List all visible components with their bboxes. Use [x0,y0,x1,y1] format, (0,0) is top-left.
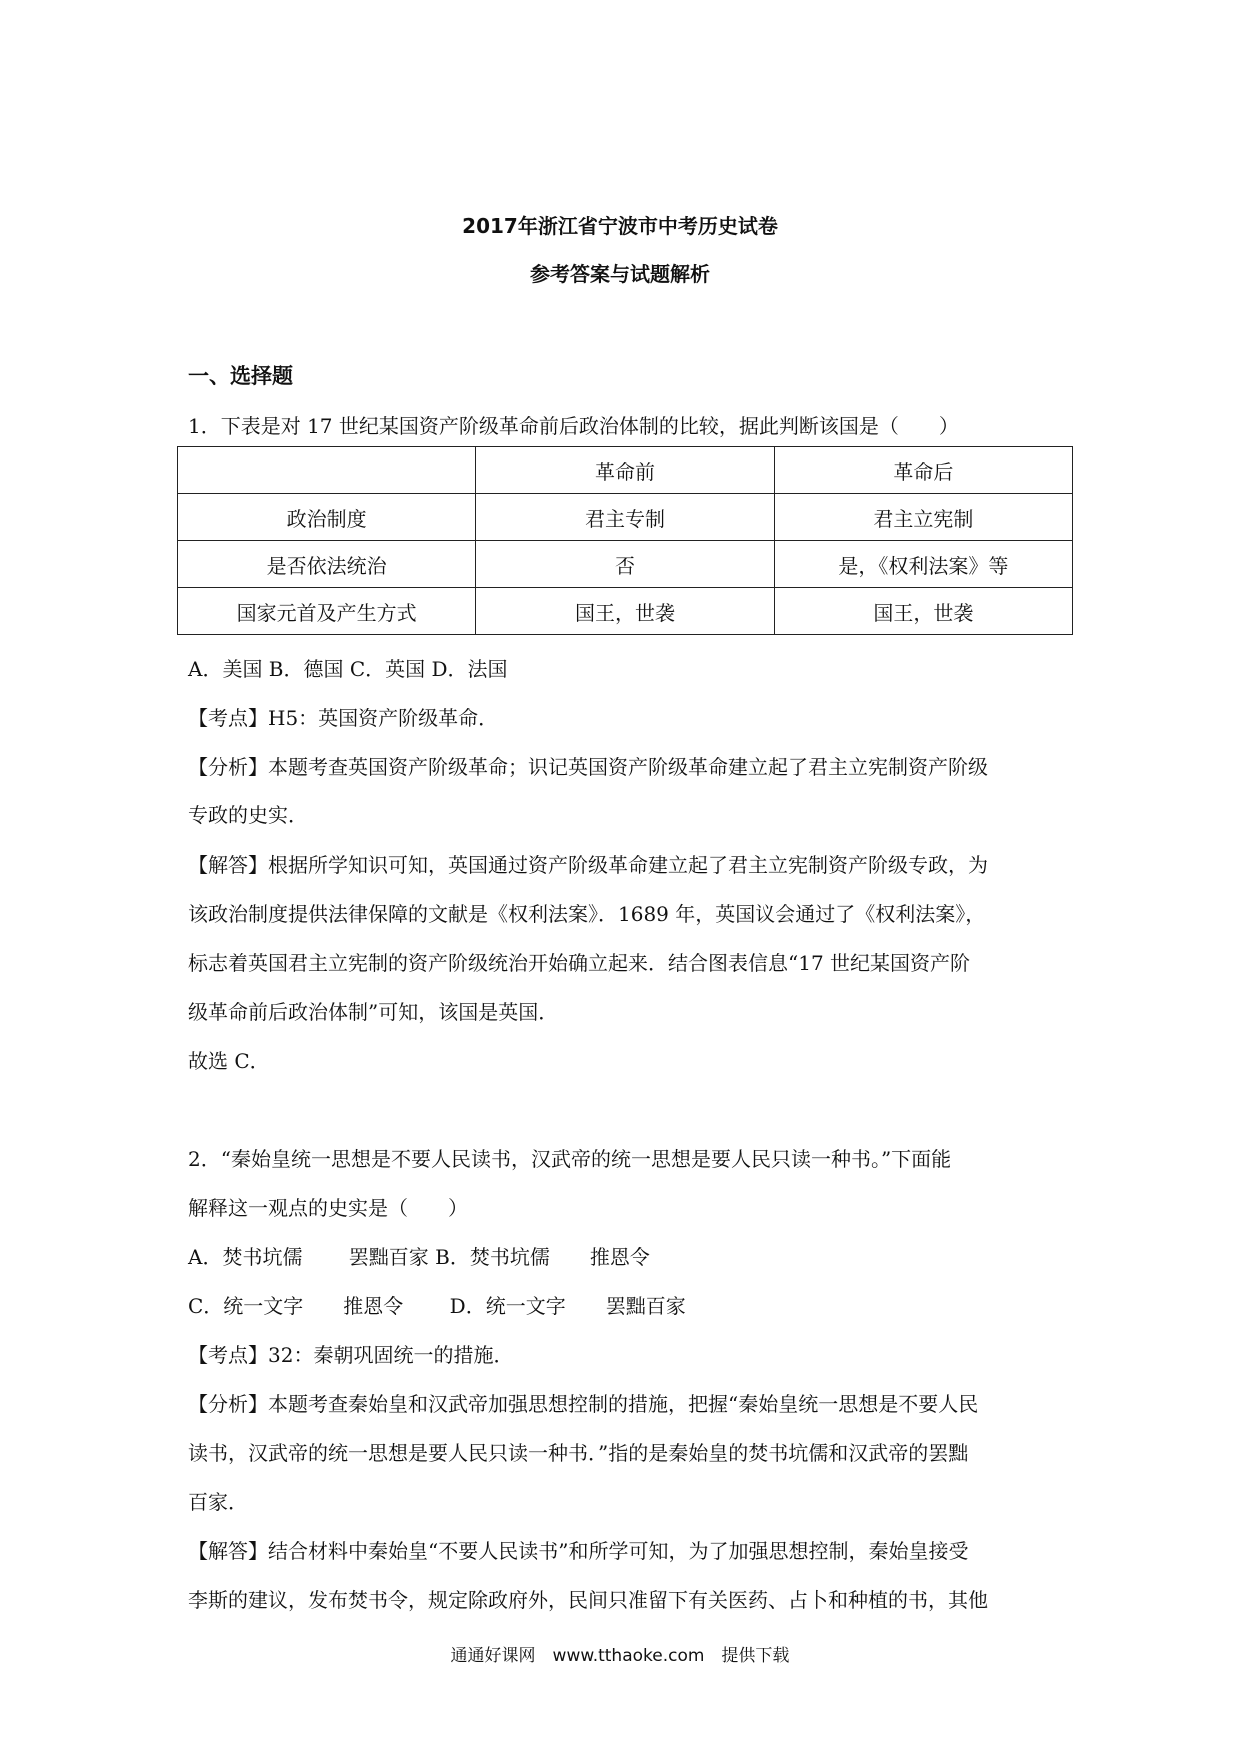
q2-analysis-line: 读书，汉武帝的统一思想是要人民只读一种书．”指的是秦始皇的焚书坑儒和汉武帝的罢黜 [188,1441,969,1465]
q2-analysis-line: 百家． [188,1490,248,1514]
table-cell: 是否依法统治 [178,541,476,588]
q2-kaodian: 【考点】32：秦朝巩固统一的措施． [188,1343,514,1367]
q1-solution-line: 级革命前后政治体制”可知，该国是英国． [188,1000,559,1024]
table-cell: 否 [476,541,774,588]
table-header-row [178,447,1073,494]
q2-analysis-line: 【分析】本题考查秦始皇和汉武帝加强思想控制的措施，把握“秦始皇统一思想是不要人民 [188,1392,979,1416]
table-cell: 是，《权利法案》等 [774,541,1072,588]
comparison-table [177,446,1073,635]
q1-stem: 1．下表是对 17 世纪某国资产阶级革命前后政治体制的比较，据此判断该国是（ ） [188,414,959,438]
q1-analysis-line: 【分析】本题考查英国资产阶级革命；识记英国资产阶级革命建立起了君主立宪制资产阶级 [188,755,988,779]
table-row [178,541,1073,588]
table-cell: 君主专制 [476,494,774,541]
q2-solution-line: 李斯的建议，发布焚书令，规定除政府外，民间只准留下有关医药、占卜和种植的书，其他 [188,1588,988,1612]
q2-stem-line: 解释这一观点的史实是（ ） [188,1196,468,1220]
table-row [178,588,1073,635]
table-row [178,494,1073,541]
table-cell: 君主立宪制 [774,494,1072,541]
q2-stem-line: 2．“秦始皇统一思想是不要人民读书，汉武帝的统一思想是要人民只读一种书。”下面能 [188,1147,952,1171]
table-cell: 国王，世袭 [774,588,1072,635]
table-cell: 国王，世袭 [476,588,774,635]
footer-credit: 通通好课网 www.tthaoke.com 提供下载 [450,1646,790,1666]
table-cell: 国家元首及产生方式 [178,588,476,635]
q1-options: A．美国 B．德国 C．英国 D．法国 [188,657,508,681]
q2-options-line: C．统一文字 推恩令 D．统一文字 罢黜百家 [188,1294,686,1318]
q1-solution-line: 标志着英国君主立宪制的资产阶级统治开始确立起来．结合图表信息“17 世纪某国资产阶 [188,951,971,975]
table-header-cell [178,447,476,494]
q1-analysis-line: 专政的史实． [188,803,308,827]
q1-solution-line: 【解答】根据所学知识可知，英国通过资产阶级革命建立起了君主立宪制资产阶级专政，为 [188,853,988,877]
q1-solution-line: 该政治制度提供法律保障的文献是《权利法案》．1689 年，英国议会通过了《权利法案》， [188,902,986,926]
q1-kaodian: 【考点】H5：英国资产阶级革命． [188,706,499,730]
page-title: 2017年浙江省宁波市中考历史试卷 [462,214,778,238]
q1-answer: 故选 C． [188,1049,270,1073]
table-header-cell: 革命后 [774,447,1072,494]
table-cell: 政治制度 [178,494,476,541]
section-heading: 一、选择题 [188,364,293,388]
table-header-cell: 革命前 [476,447,774,494]
page-subtitle: 参考答案与试题解析 [530,262,710,286]
q2-options-line: A．焚书坑儒 罢黜百家 B．焚书坑儒 推恩令 [188,1245,650,1269]
q2-solution-line: 【解答】结合材料中秦始皇“不要人民读书”和所学可知，为了加强思想控制，秦始皇接受 [188,1539,969,1563]
